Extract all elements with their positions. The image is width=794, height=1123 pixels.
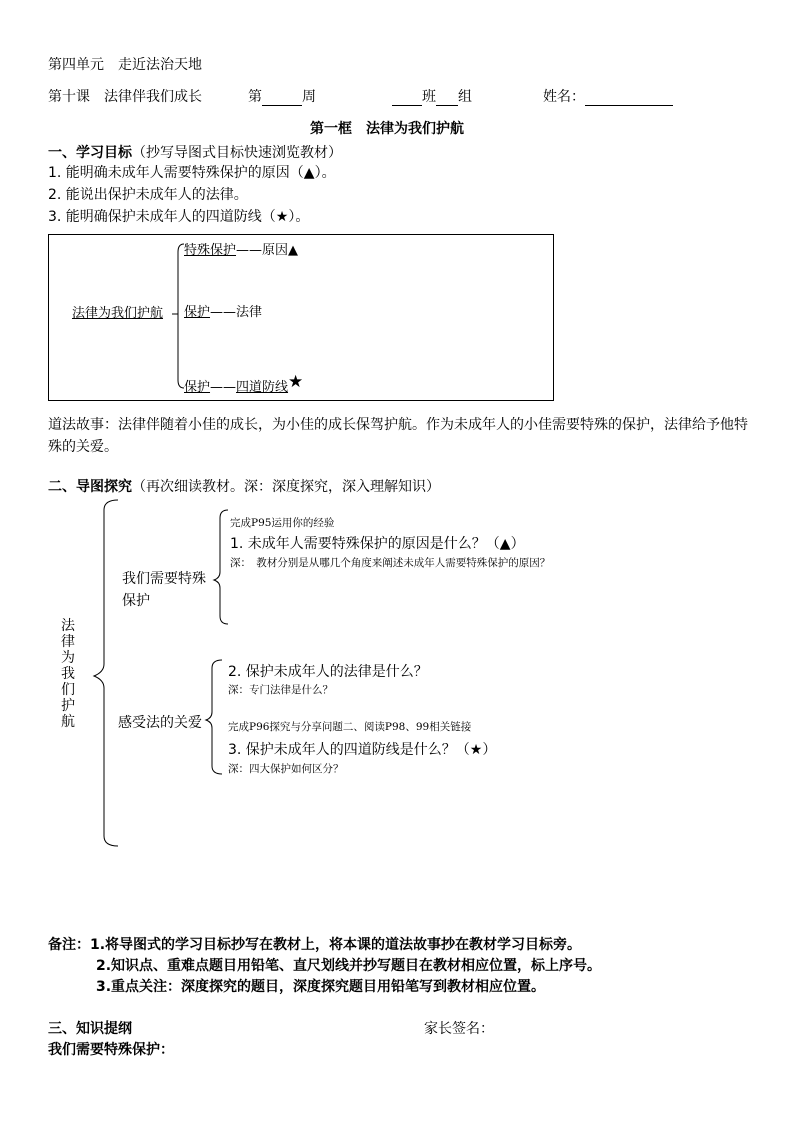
goal-map-root-text: 法律为我们护航 [72, 306, 164, 321]
star-icon: ★ [288, 372, 304, 392]
branch-1-rest: ——原因▲ [236, 243, 299, 258]
root-char: 们 [61, 682, 75, 698]
group-label: 组 [458, 89, 472, 105]
explore-branch-1: 我们需要特殊保护 [122, 571, 206, 609]
explore-branch-2: 感受法的关爱 [118, 715, 202, 731]
b2-task: 完成P96探究与分享问题二、阅读P98、99相关链接 [228, 721, 472, 733]
explore-heading-text: 二、导图探究 [48, 479, 132, 495]
unit-title: 第四单元 走近法治天地 [48, 57, 202, 73]
note-item: 1.将导图式的学习目标抄写在教材上，将本课的道法故事抄在教材学习目标旁。 [90, 937, 582, 953]
branch-1-key: 特殊保护 [184, 243, 237, 258]
outline-first-item: 我们需要特殊保护： [48, 1042, 174, 1058]
note-item: 3.重点关注：深度探究的题目，深度探究题目用铅笔写到教材相应位置。 [96, 979, 546, 995]
story-text: 道法故事：法律伴随着小佳的成长，为小佳的成长保驾护航。作为未成年人的小佳需要特殊的保护，法律给予他特殊的关爱。 [48, 417, 748, 455]
root-char: 法 [61, 618, 75, 634]
b2-question-2: 2. 保护未成年人的法律是什么？ [228, 664, 428, 680]
explore-heading-note: （再次细读教材。深：深度探究，深入理解知识） [132, 479, 440, 495]
class-label: 班 [422, 89, 436, 105]
lesson-title: 第十课 法律伴我们成长 [48, 89, 202, 105]
root-char: 我 [61, 666, 75, 682]
goal-item: 1. 能明确未成年人需要特殊保护的原因（▲）。 [48, 165, 336, 181]
b2-deep-2: 深：专门法律是什么？ [228, 684, 333, 696]
notes-line-1 [48, 936, 581, 954]
branch-3-key-2: 四道防线 [236, 380, 289, 395]
root-char: 为 [61, 650, 75, 666]
branch-2-key: 保护 [184, 305, 211, 320]
b1-deep: 深： 教材分别是从哪几个角度来阐述未成年人需要特殊保护的原因？ [230, 557, 551, 569]
week-suffix: 周 [302, 89, 316, 105]
parent-signature [424, 1020, 494, 1038]
parent-signature-label: 家长签名： [424, 1021, 494, 1037]
goals-heading-note: （抄写导图式目标快速浏览教材） [132, 145, 342, 161]
name-label: 姓名： [543, 89, 585, 105]
root-char: 律 [61, 634, 75, 650]
goal-item: 3. 能明确保护未成年人的四道防线（★）。 [48, 209, 310, 225]
notes-prefix: 备注： [48, 937, 90, 953]
b1-task: 完成P95运用你的经验 [230, 517, 335, 529]
branch-3-mid: —— [210, 380, 237, 395]
branch-2-rest: ——法律 [210, 305, 263, 320]
note-item: 2.知识点、重难点题目用铅笔、直尺划线并抄写题目在教材相应位置，标上序号。 [96, 958, 602, 974]
week-prefix: 第 [248, 89, 262, 105]
root-char: 航 [61, 714, 75, 730]
explore-root [60, 618, 76, 730]
root-char: 护 [61, 698, 75, 714]
goals-heading-text: 一、学习目标 [48, 145, 132, 161]
section-title: 第一框 法律为我们护航 [310, 121, 464, 137]
outline-heading: 三、知识提纲 [48, 1021, 132, 1037]
b2-question-3: 3. 保护未成年人的四道防线是什么？（★） [228, 742, 497, 758]
b2-deep-3: 深：四大保护如何区分？ [228, 763, 344, 775]
goal-item: 2. 能说出保护未成年人的法律。 [48, 187, 248, 203]
b1-question: 1. 未成年人需要特殊保护的原因是什么？（▲） [230, 536, 525, 552]
branch-3-key: 保护 [184, 380, 211, 395]
